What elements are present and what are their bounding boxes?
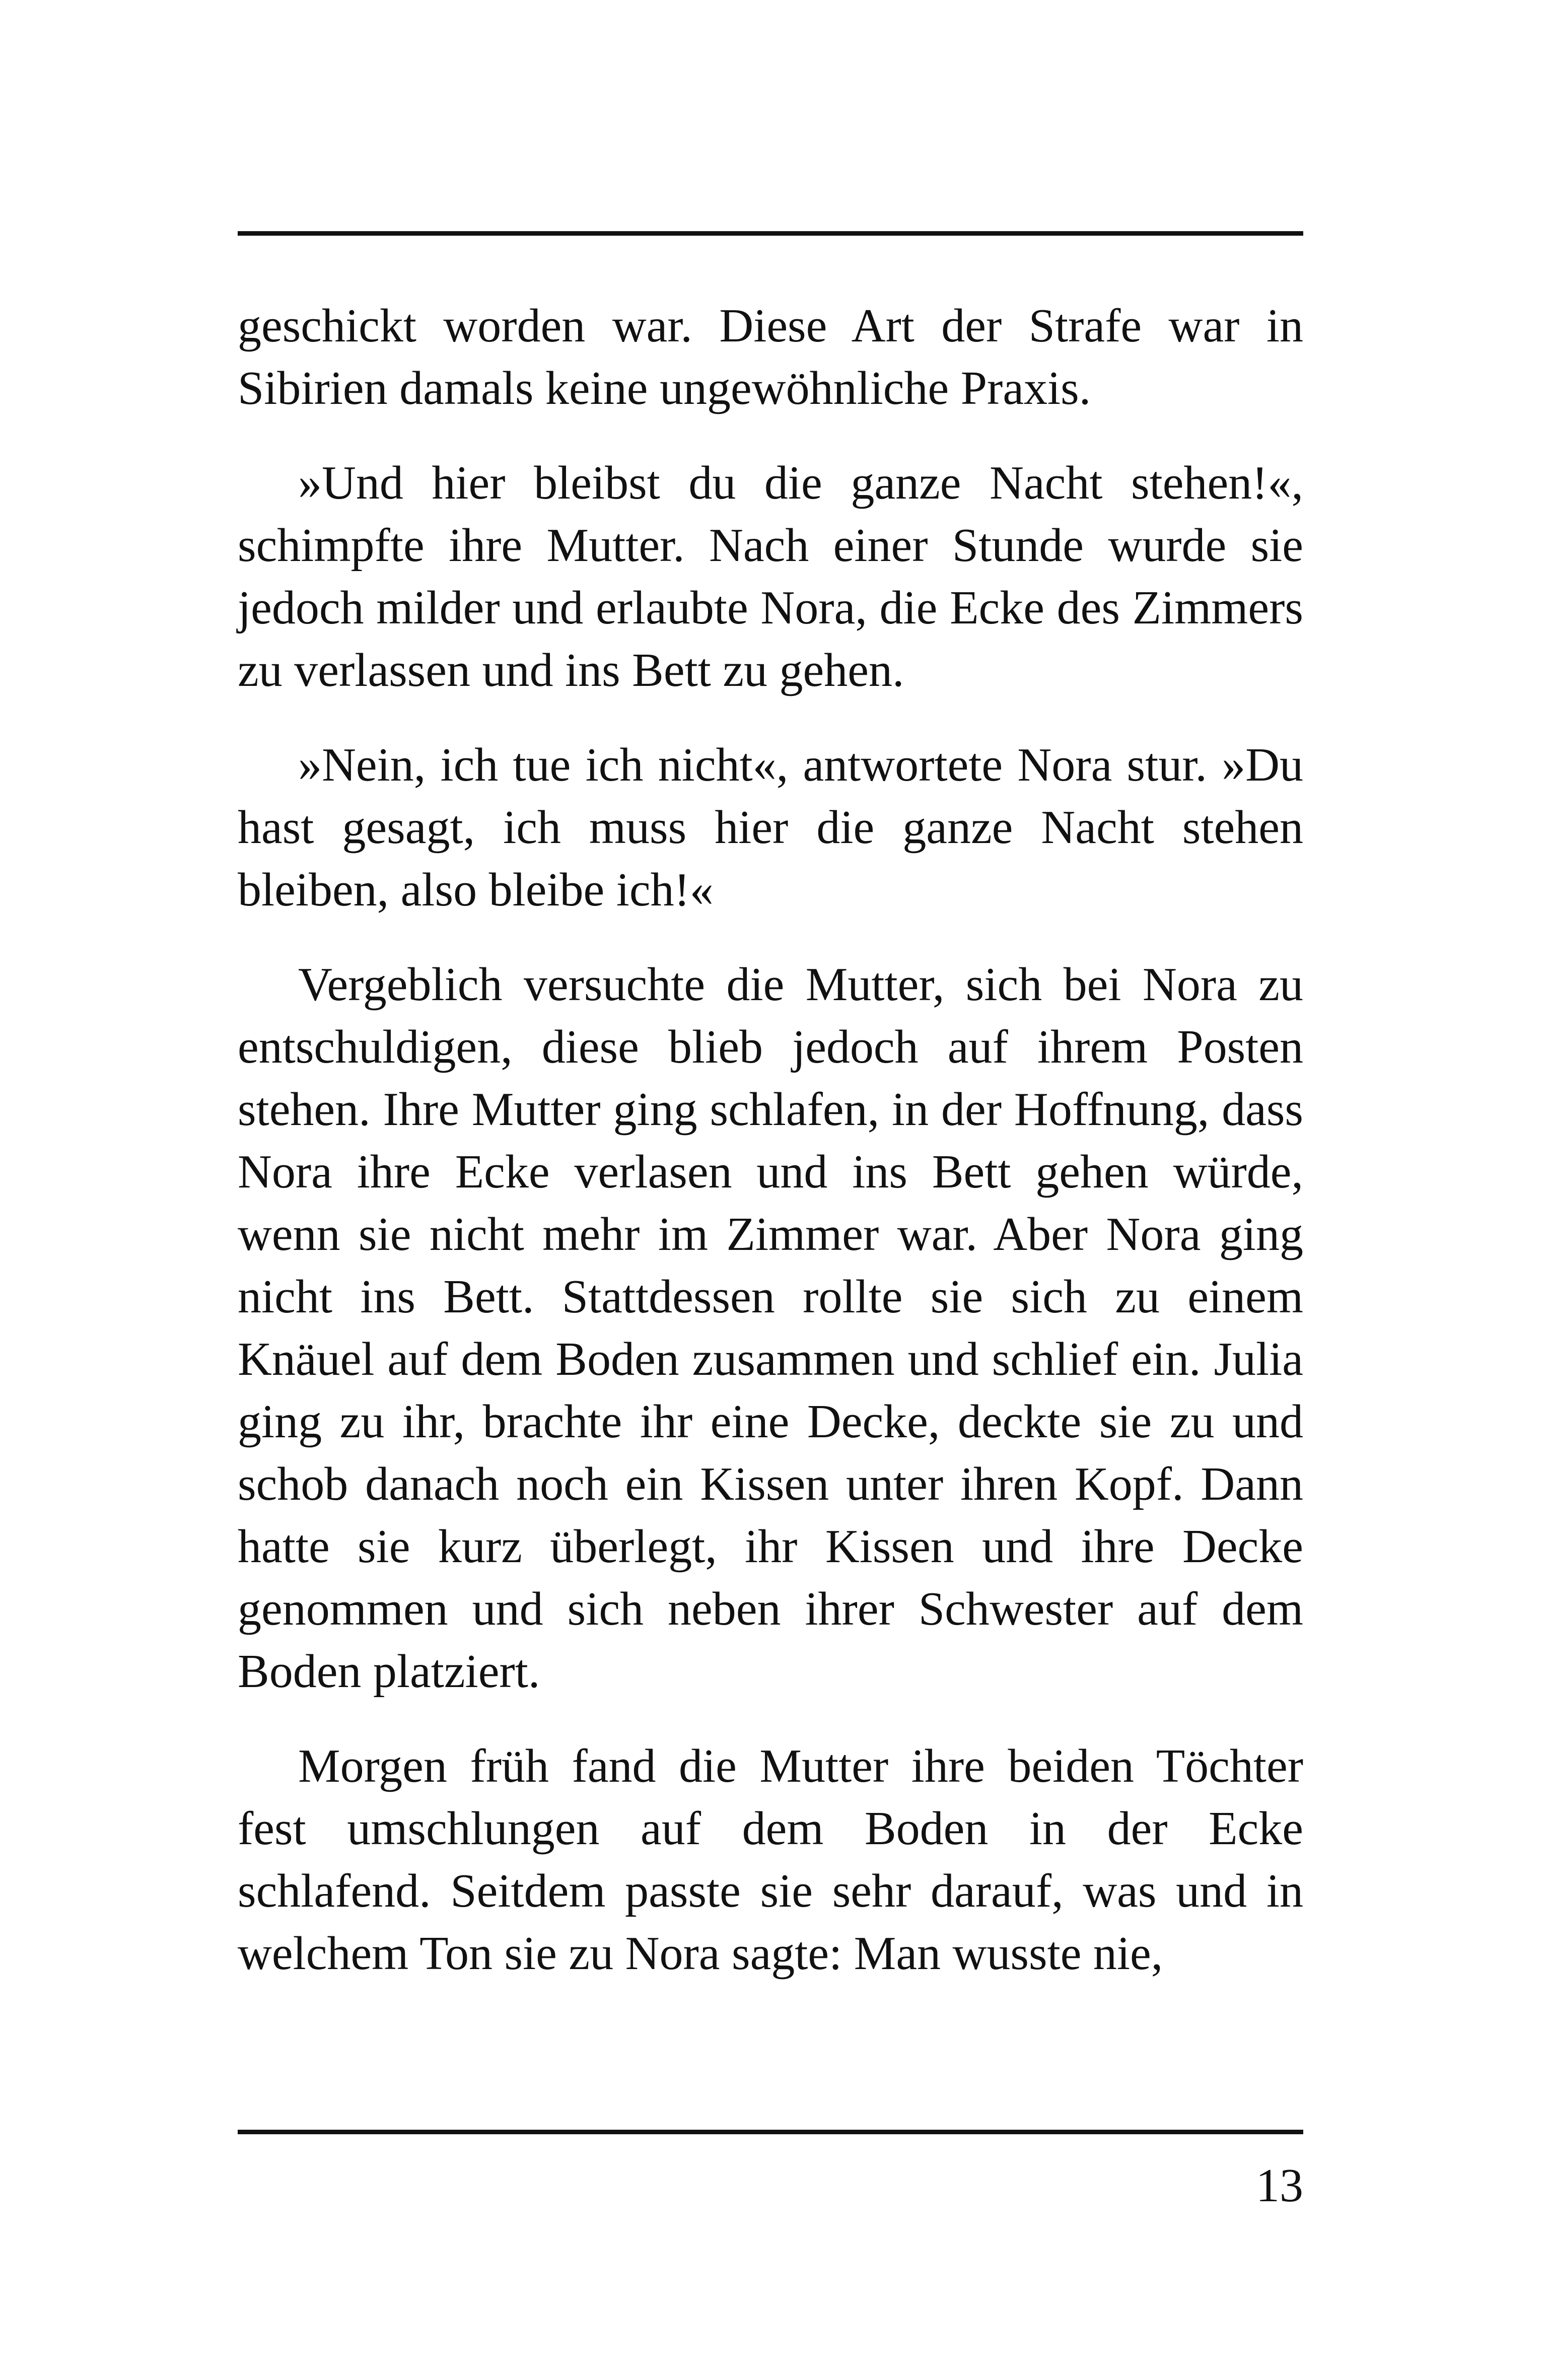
paragraph: Vergeblich versuchte die Mutter, sich bei Nora zu entschuldigen, diese blieb jedoch auf ihrem Posten stehen. Ihre Mutter ging schlafen, in der Hoffnung, dass Nora ihre Ecke verlasen und ins Bett gehen würde, wenn sie nicht mehr im Zimmer war. Aber Nora ging nicht ins Bett. Stattdessen rollte sie sich zu einem Knäuel auf dem Boden zusammen und schlief ein. Julia ging zu ihr, brachte ihr eine Decke, deckte sie zu und schob danach noch ein Kissen unter ihren Kopf. Dann hatte sie kurz überlegt, ihr Kissen und ihre Decke genommen und sich neben ihrer Schwester auf dem Boden platziert. [238, 958, 1303, 1698]
paragraph: geschickt worden war. Diese Art der Strafe war in Sibirien damals keine ungewöhnliche Praxis. [238, 300, 1303, 414]
paragraph: »Nein, ich tue ich nicht«, antwortete Nora stur. »Du hast gesagt, ich muss hier die ganze Nacht stehen bleiben, also bleibe ich!« [238, 739, 1303, 916]
header-rule [238, 231, 1303, 236]
footer-rule [238, 2130, 1303, 2134]
paragraph: »Und hier bleibst du die ganze Nacht stehen!«, schimpfte ihre Mutter. Nach einer Stunde wurde sie jedoch milder und erlaubte Nora, die Ecke des Zimmers zu verlassen und ins Bett zu gehen. [238, 457, 1303, 696]
body-text [238, 295, 1303, 2017]
page-number: 13 [1256, 2159, 1303, 2212]
paragraph: Morgen früh fand die Mutter ihre beiden Töchter fest umschlungen auf dem Boden in der Ecke schlafend. Seitdem passte sie sehr darauf, was und in welchem Ton sie zu Nora sagte: Man wusste nie, [238, 1740, 1303, 1980]
